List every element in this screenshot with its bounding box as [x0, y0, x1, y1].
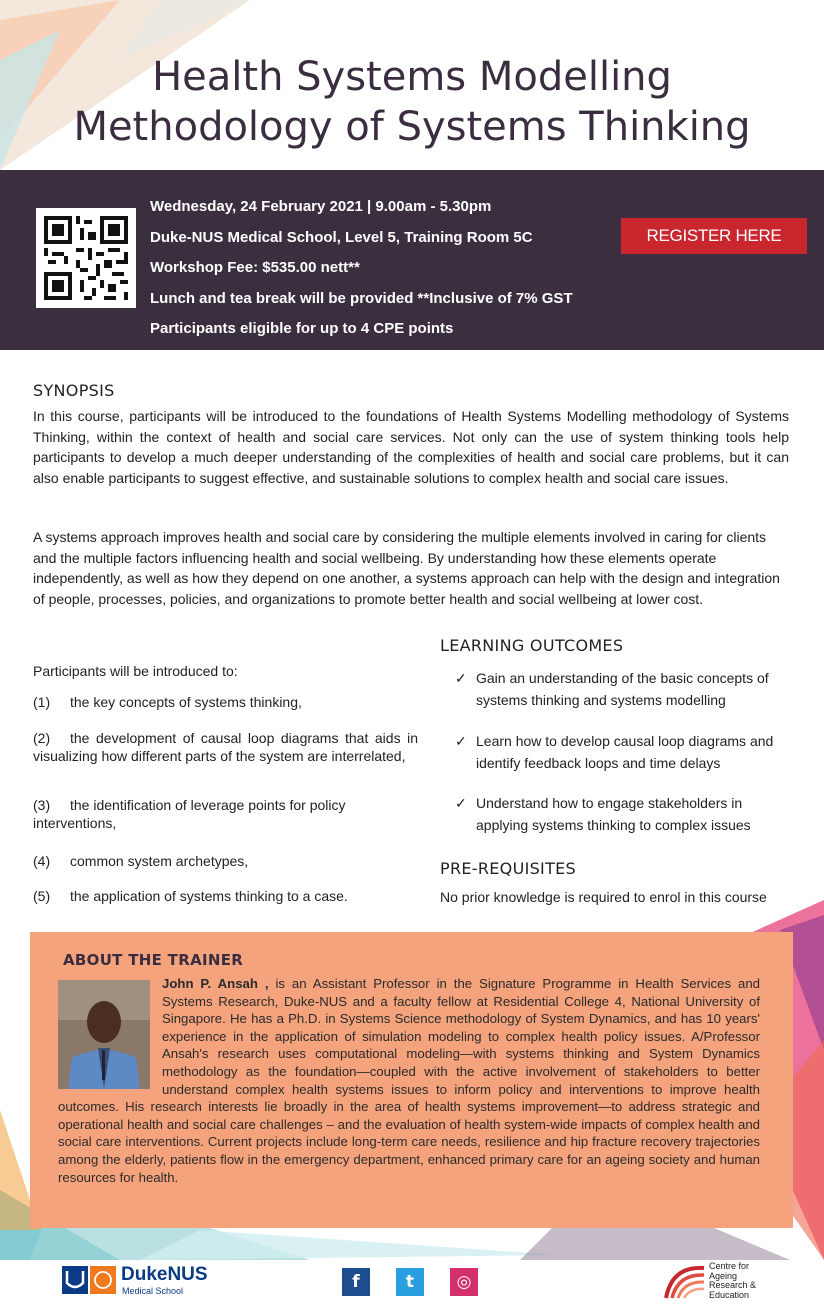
list-item [33, 852, 418, 870]
care-line: Centre for [709, 1261, 750, 1271]
care-line: Education [709, 1289, 750, 1300]
event-venue: Duke-NUS Medical School, Level 5, Training Room 5C [150, 228, 533, 246]
qr-code[interactable] [36, 208, 136, 308]
prerequisites-heading: PRE-REQUISITES [440, 859, 577, 878]
list-item-text: the key concepts of systems thinking, [70, 694, 302, 710]
synopsis-paragraph-2: A systems approach improves health and social care by considering the multiple elements involved in caring for clients and the multiple factors influencing health and social wellbeing. By understanding how these elements operate independently, as well as how they depend on one another, a systems approach can help with the design and integration of people, processes, policies, and organizations to promote better health and social wellbeing at lower cost. [33, 529, 780, 607]
list-item-number: (5) [33, 888, 51, 904]
title-line-1: Health Systems Modelling [152, 54, 672, 100]
prerequisites-text: No prior knowledge is required to enrol in this course [440, 889, 767, 905]
outcome-item [455, 793, 785, 836]
title-line-2: Methodology of Systems Thinking [73, 104, 751, 150]
qr-code-icon [36, 208, 136, 308]
outcome-text: Gain an understanding of the basic concepts of systems thinking and systems modelling [476, 670, 769, 708]
care-line: Ageing [709, 1270, 738, 1281]
list-item-text: common system archetypes, [70, 853, 249, 869]
duke-nus-wordmark: DukeNUS [121, 1264, 208, 1285]
list-item-number: (1) [33, 694, 51, 710]
instagram-icon[interactable]: ◎ [450, 1268, 478, 1296]
outcome-item [455, 731, 785, 774]
checkmark-icon: ✓ [455, 670, 467, 686]
care-logo-text [709, 1262, 756, 1300]
register-button[interactable]: REGISTER HERE [621, 218, 807, 254]
checkmark-icon: ✓ [455, 795, 467, 811]
duke-nus-subtitle: Medical School [122, 1286, 184, 1296]
outcome-item [455, 668, 785, 711]
list-item [33, 729, 418, 765]
outcome-text: Understand how to engage stakeholders in applying systems thinking to complex issues [476, 795, 751, 833]
participants-intro: Participants will be introduced to: [33, 663, 238, 679]
facebook-icon[interactable]: f [342, 1268, 370, 1296]
list-item [33, 887, 418, 905]
synopsis-heading: SYNOPSIS [33, 381, 115, 400]
care-line: Research & [709, 1280, 757, 1290]
list-item [33, 796, 418, 832]
checkmark-icon: ✓ [455, 733, 467, 749]
list-item-number: (3) [33, 797, 51, 813]
page-title [0, 52, 824, 152]
care-swoosh-icon [664, 1262, 706, 1300]
event-details [150, 196, 573, 349]
list-item-text: the development of causal loop diagrams that aids in visualizing how different parts of the system are interrelated, [33, 730, 418, 764]
list-item-text: the identification of leverage points for policy interventions, [33, 797, 346, 831]
learning-outcomes-heading: LEARNING OUTCOMES [440, 636, 624, 655]
trainer-bio [58, 975, 760, 1186]
event-cpe: Participants eligible for up to 4 CPE points [150, 320, 454, 337]
event-catering: Lunch and tea break will be provided **Inclusive of 7% GST [150, 289, 573, 307]
duke-shield-icon [62, 1266, 118, 1294]
list-item-text: the application of systems thinking to a case. [70, 888, 348, 904]
list-item-number: (2) [33, 730, 51, 746]
outcome-text: Learn how to develop causal loop diagrams and identify feedback loops and time delays [476, 733, 774, 771]
event-fee: Workshop Fee: $535.00 nett** [150, 259, 360, 276]
synopsis-paragraph-1: In this course, participants will be introduced to the foundations of Health Systems Modelling methodology of Systems Thinking, within the context of health and social care services. Not only can the use of system thinking tools help participants to develop a much deeper understanding of the complexities of health and social care problems, but it can also enable participants to suggest effective, and sustainable solutions to complex health and social care issues. [33, 408, 789, 486]
list-item-number: (4) [33, 853, 51, 869]
twitter-icon[interactable]: t [396, 1268, 424, 1296]
trainer-name: John P. Ansah , [162, 976, 269, 991]
trainer-heading: ABOUT THE TRAINER [63, 951, 244, 969]
list-item [33, 693, 418, 711]
event-date-time: Wednesday, 24 February 2021 | 9.00am - 5.30pm [150, 198, 492, 215]
trainer-bio-text: is an Assistant Professor in the Signature Programme in Health Services and Systems Research, Duke-NUS and a faculty fellow at Residential College 4, National University of Singapore. He has a Ph.D. in Systems Science methodology of System Dynamics, and has 10 years' experience in the application of simulation modeling to complex health policy issues. A/Professor Ansah's research uses computational modeling—with systems thinking and System Dynamics methodology as the foundation—coupled with the active involvement of stakeholders to better understand complex health systems issues to inform policy and interventions to improve health outcomes. His research interests lie broadly in the area of health systems improvement—to address strategic and operational health and social care challenges – and the evaluation of health system-wide impacts of complex health and social care interventions. Current projects include long-term care needs, resilience and hip fracture recovery trajectories among the elderly, patients flow in the emergency department, enhanced primary care for an ageing society and human resources for health. [58, 976, 760, 1185]
